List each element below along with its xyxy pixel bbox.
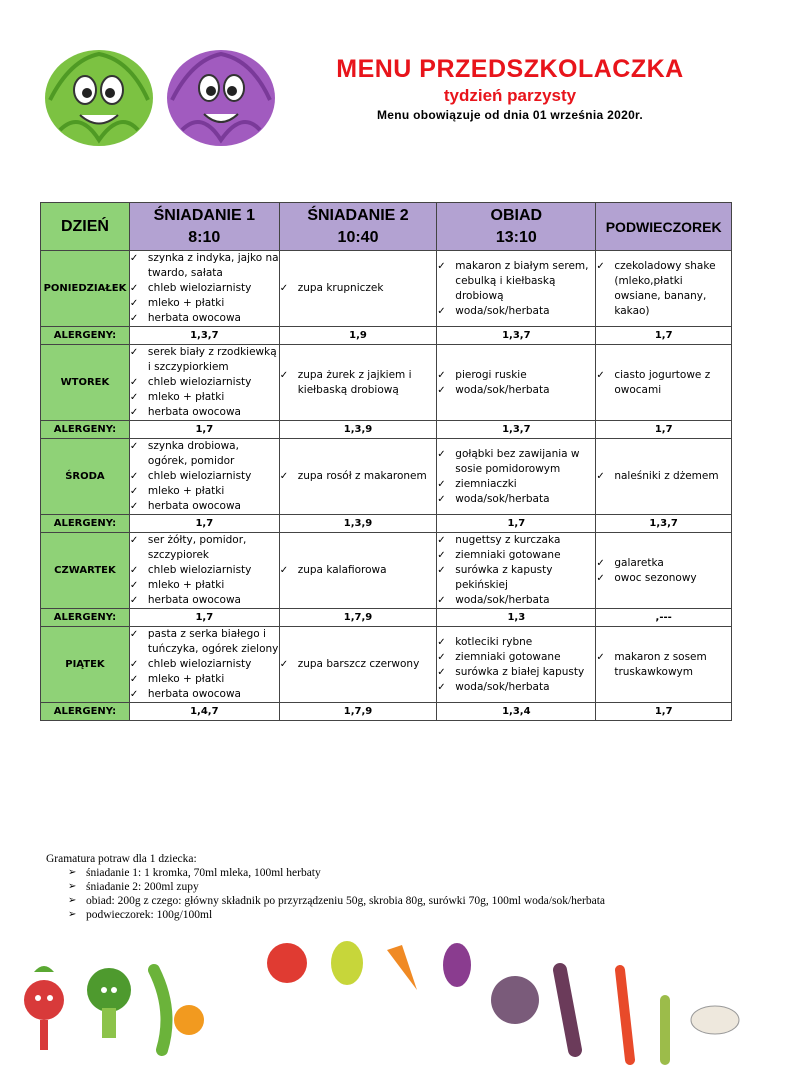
breakfast2-cell [279, 345, 437, 421]
menu-item: ✓ szynka drobiowa, ogórek, pomidor [130, 439, 279, 469]
menu-item: ✓ gołąbki bez zawijania w sosie pomidorowym [437, 447, 595, 477]
table-row [41, 627, 732, 703]
menu-item: ✓ herbata owocowa [130, 499, 279, 514]
breakfast1-cell [129, 439, 279, 515]
menu-item: ✓ mleko + płatki [130, 390, 279, 405]
allergen-value: 1,4,7 [129, 703, 279, 721]
menu-item: ✓ woda/sok/herbata [437, 304, 595, 319]
menu-items-list [280, 368, 437, 398]
breakfast2-cell [279, 533, 437, 609]
menu-item: ✓ pierogi ruskie [437, 368, 595, 383]
menu-item: ✓ herbata owocowa [130, 593, 279, 608]
menu-items-list [280, 469, 437, 484]
menu-item: ✓ herbata owocowa [130, 405, 279, 420]
allergen-value: 1,3,7 [129, 327, 279, 345]
allergen-value: 1,3,9 [279, 515, 437, 533]
breakfast2-cell [279, 251, 437, 327]
allergen-value: 1,3,7 [596, 515, 732, 533]
lunch-cell [437, 439, 596, 515]
column-time: 13:10 [495, 228, 537, 246]
column-header-breakfast2 [279, 203, 437, 251]
column-name: OBIAD [490, 206, 543, 224]
allergen-value: 1,7 [129, 515, 279, 533]
menu-item: ✓ woda/sok/herbata [437, 680, 595, 695]
snack-cell [596, 251, 732, 327]
menu-items-list [437, 447, 595, 507]
menu-item: ✓ ziemniaki gotowane [437, 548, 595, 563]
validity-date: Menu obowiązuje od dnia 01 września 2020r. [376, 108, 643, 122]
allergen-value: 1,7 [596, 421, 732, 439]
menu-item: ✓ naleśniki z dżemem [596, 469, 731, 484]
menu-item: ✓ zupa rosół z makaronem [280, 469, 437, 484]
menu-item: ✓ makaron z sosem truskawkowym [596, 650, 731, 680]
allergen-value: 1,7 [596, 327, 732, 345]
menu-item: ✓ zupa kalafiorowa [280, 563, 437, 578]
allergen-value: 1,7,9 [279, 703, 437, 721]
allergen-row [41, 609, 732, 627]
menu-items-list [437, 533, 595, 608]
day-cell: PONIEDZIAŁEK [41, 251, 130, 327]
table-row [41, 533, 732, 609]
menu-items-list [437, 635, 595, 695]
lunch-cell [437, 627, 596, 703]
allergen-value: 1,7 [437, 515, 596, 533]
menu-item: ✓ owoc sezonowy [596, 571, 731, 586]
allergen-row [41, 327, 732, 345]
allergen-row [41, 703, 732, 721]
purple-cabbage-icon [162, 40, 280, 150]
snack-cell [596, 627, 732, 703]
menu-item: ✓ woda/sok/herbata [437, 383, 595, 398]
menu-item: ✓ makaron z białym serem, cebulką i kiełbaską drobiową [437, 259, 595, 304]
allergen-value: 1,3 [437, 609, 596, 627]
day-cell: PIĄTEK [41, 627, 130, 703]
allergen-value: ,--- [596, 609, 732, 627]
column-name: ŚNIADANIE 2 [307, 206, 409, 224]
snack-cell [596, 439, 732, 515]
menu-items-list [130, 533, 279, 608]
menu-item: ✓ zupa krupniczek [280, 281, 437, 296]
allergen-row [41, 421, 732, 439]
header [300, 55, 720, 122]
menu-items-list [280, 657, 437, 672]
menu-item: ✓ woda/sok/herbata [437, 492, 595, 507]
menu-item: ✓ woda/sok/herbata [437, 593, 595, 608]
breakfast2-cell [279, 439, 437, 515]
menu-item: ✓ serek biały z rzodkiewką i szczypiorkiem [130, 345, 279, 375]
menu-item: ✓ zupa żurek z jajkiem i kiełbaską drobiową [280, 368, 437, 398]
breakfast1-cell [129, 533, 279, 609]
menu-items-list [596, 469, 731, 484]
menu-item: ✓ ciasto jogurtowe z owocami [596, 368, 731, 398]
allergen-value: 1,3,7 [437, 421, 596, 439]
allergen-value: 1,7 [596, 703, 732, 721]
menu-items-list [596, 650, 731, 680]
day-cell: WTOREK [41, 345, 130, 421]
page-title: MENU PRZEDSZKOLACZKA [336, 55, 684, 83]
notes-item: ➢ obiad: 200g z czego: główny składnik po przyrządzeniu 50g, skrobia 80g, surówki 70g, 100ml woda/sok/herbata [70, 894, 605, 908]
column-name: ŚNIADANIE 1 [153, 206, 255, 224]
table-row [41, 251, 732, 327]
menu-item: ✓ ziemniaki gotowane [437, 650, 595, 665]
menu-items-list [280, 563, 437, 578]
menu-item: ✓ surówka z kapusty pekińskiej [437, 563, 595, 593]
column-time: 10:40 [337, 228, 379, 246]
allergen-label: ALERGENY: [41, 609, 130, 627]
lunch-cell [437, 251, 596, 327]
menu-item: ✓ mleko + płatki [130, 296, 279, 311]
column-name: PODWIECZOREK [605, 218, 722, 235]
menu-items-list [437, 368, 595, 398]
menu-item: ✓ surówka z białej kapusty [437, 665, 595, 680]
allergen-value: 1,3,7 [437, 327, 596, 345]
menu-items-list [130, 345, 279, 420]
vegetable-characters-icon [262, 935, 482, 995]
menu-items-list [596, 556, 731, 586]
column-header-lunch [437, 203, 596, 251]
table-row [41, 439, 732, 515]
menu-item: ✓ nugettsy z kurczaka [437, 533, 595, 548]
breakfast1-cell [129, 345, 279, 421]
allergen-value: 1,3,4 [437, 703, 596, 721]
green-cabbage-icon [40, 40, 158, 150]
lunch-cell [437, 533, 596, 609]
allergen-value: 1,7 [129, 421, 279, 439]
menu-item: ✓ chleb wieloziarnisty [130, 657, 279, 672]
menu-item: ✓ mleko + płatki [130, 672, 279, 687]
menu-item: ✓ chleb wieloziarnisty [130, 281, 279, 296]
allergen-label: ALERGENY: [41, 421, 130, 439]
vegetable-characters-icon [480, 960, 780, 1070]
allergen-label: ALERGENY: [41, 515, 130, 533]
menu-item: ✓ szynka z indyka, jajko na twardo, sałata [130, 251, 279, 281]
table-header-row [41, 203, 732, 251]
menu-items-list [130, 627, 279, 702]
day-cell: CZWARTEK [41, 533, 130, 609]
menu-items-list [280, 281, 437, 296]
breakfast1-cell [129, 251, 279, 327]
allergen-value: 1,7 [129, 609, 279, 627]
day-cell: ŚRODA [41, 439, 130, 515]
menu-item: ✓ chleb wieloziarnisty [130, 375, 279, 390]
allergen-value: 1,7,9 [279, 609, 437, 627]
breakfast1-cell [129, 627, 279, 703]
menu-item: ✓ ziemniaczki [437, 477, 595, 492]
column-time: 8:10 [188, 228, 221, 246]
breakfast2-cell [279, 627, 437, 703]
menu-item: ✓ zupa barszcz czerwony [280, 657, 437, 672]
menu-items-list [437, 259, 595, 319]
allergen-label: ALERGENY: [41, 327, 130, 345]
allergen-row [41, 515, 732, 533]
column-header-snack [596, 203, 732, 251]
vegetable-characters-icon [14, 960, 204, 1070]
allergen-label: ALERGENY: [41, 703, 130, 721]
allergen-value: 1,9 [279, 327, 437, 345]
table-row [41, 345, 732, 421]
notes-heading: Gramatura potraw dla 1 dziecka: [46, 853, 197, 865]
menu-item: ✓ galaretka [596, 556, 731, 571]
notes-item: ➢ śniadanie 1: 1 kromka, 70ml mleka, 100ml herbaty [70, 866, 605, 880]
day-column-header: DZIEŃ [41, 203, 130, 251]
menu-items-list [596, 368, 731, 398]
notes-item: ➢ śniadanie 2: 200ml zupy [70, 880, 605, 894]
menu-items-list [130, 439, 279, 514]
menu-item: ✓ chleb wieloziarnisty [130, 469, 279, 484]
menu-items-list [596, 259, 731, 319]
snack-cell [596, 345, 732, 421]
allergen-value: 1,3,9 [279, 421, 437, 439]
lunch-cell [437, 345, 596, 421]
snack-cell [596, 533, 732, 609]
notes-list [46, 866, 605, 922]
menu-item: ✓ herbata owocowa [130, 687, 279, 702]
menu-table [40, 202, 732, 721]
menu-item: ✓ pasta z serka białego i tuńczyka, ogórek zielony [130, 627, 279, 657]
menu-item: ✓ mleko + płatki [130, 578, 279, 593]
page-subtitle: tydzień parzysty [443, 86, 577, 105]
notes-item: ➢ podwieczorek: 100g/100ml [70, 908, 605, 922]
menu-item: ✓ herbata owocowa [130, 311, 279, 326]
menu-item: ✓ chleb wieloziarnisty [130, 563, 279, 578]
menu-items-list [130, 251, 279, 326]
menu-item: ✓ ser żółty, pomidor, szczypiorek [130, 533, 279, 563]
portion-notes [46, 852, 605, 922]
menu-item: ✓ kotleciki rybne [437, 635, 595, 650]
menu-item: ✓ mleko + płatki [130, 484, 279, 499]
menu-item: ✓ czekoladowy shake (mleko,płatki owsiane, banany, kakao) [596, 259, 731, 319]
column-header-breakfast1 [129, 203, 279, 251]
